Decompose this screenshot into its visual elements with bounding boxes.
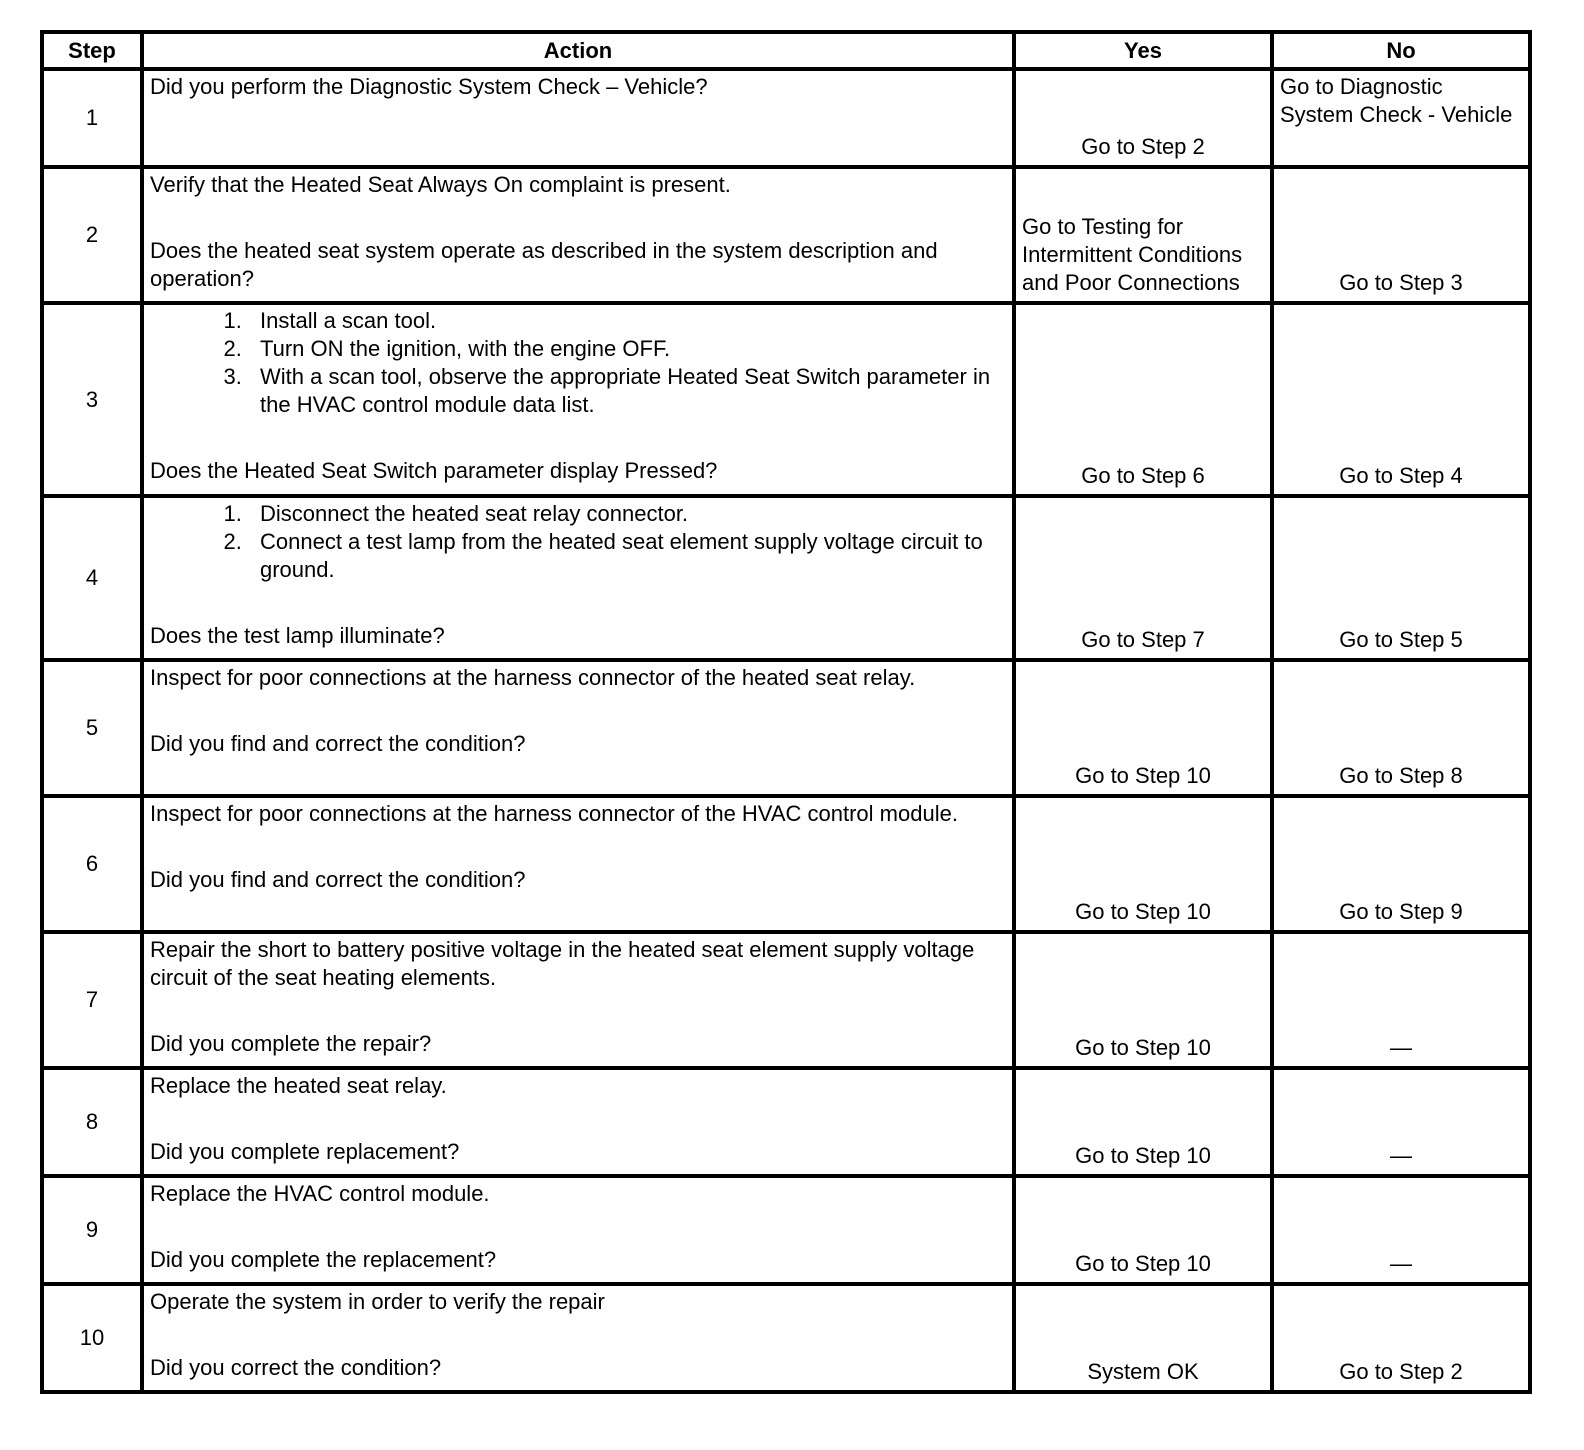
action-question: Does the heated seat system operate as described in the system description and operation?	[150, 238, 938, 291]
no-result: —	[1272, 1176, 1530, 1284]
no-result: Go to Step 8	[1272, 660, 1530, 796]
step-number: 2	[42, 167, 142, 303]
yes-result: Go to Step 10	[1014, 932, 1272, 1068]
action-cell	[142, 496, 1014, 660]
action-cell	[142, 303, 1014, 496]
header-row	[42, 32, 1530, 69]
no-result: Go to Diagnostic System Check - Vehicle	[1272, 69, 1530, 167]
action-cell	[142, 660, 1014, 796]
action-text: Repair the short to battery positive voltage in the heated seat element supply voltage circuit of the seat heating elements.	[150, 937, 975, 990]
step-number: 9	[42, 1176, 142, 1284]
yes-result: Go to Step 10	[1014, 1176, 1272, 1284]
action-question: Did you complete the repair?	[150, 1031, 432, 1056]
step-number: 7	[42, 932, 142, 1068]
yes-result: Go to Step 7	[1014, 496, 1272, 660]
step-number: 8	[42, 1068, 142, 1176]
action-question: Did you find and correct the condition?	[150, 867, 526, 892]
table-row	[42, 69, 1530, 167]
step-number: 1	[42, 69, 142, 167]
action-text: Operate the system in order to verify the repair	[150, 1289, 605, 1314]
action-cell	[142, 1068, 1014, 1176]
no-result: Go to Step 2	[1272, 1284, 1530, 1392]
yes-result: Go to Step 6	[1014, 303, 1272, 496]
action-question: Did you complete the replacement?	[150, 1247, 497, 1272]
action-steps	[150, 307, 1006, 419]
yes-result: Go to Step 10	[1014, 1068, 1272, 1176]
step-number: 10	[42, 1284, 142, 1392]
table-row	[42, 1284, 1530, 1392]
action-step-item: 1. Install a scan tool.	[248, 307, 1006, 335]
action-question: Does the test lamp illuminate?	[150, 623, 445, 648]
action-step-item: 2. Turn ON the ignition, with the engine OFF.	[248, 335, 1006, 363]
action-cell	[142, 796, 1014, 932]
no-result: Go to Step 4	[1272, 303, 1530, 496]
header-action: Action	[142, 32, 1014, 69]
yes-result: Go to Step 10	[1014, 796, 1272, 932]
action-text: Replace the heated seat relay.	[150, 1073, 447, 1098]
no-result: Go to Step 5	[1272, 496, 1530, 660]
header-step: Step	[42, 32, 142, 69]
action-cell	[142, 1284, 1014, 1392]
no-result: —	[1272, 1068, 1530, 1176]
action-question: Did you correct the condition?	[150, 1355, 442, 1380]
action-text: Inspect for poor connections at the harness connector of the HVAC control module.	[150, 801, 958, 826]
action-cell	[142, 167, 1014, 303]
step-number: 4	[42, 496, 142, 660]
no-result: Go to Step 3	[1272, 167, 1530, 303]
action-step-item: 3. With a scan tool, observe the appropriate Heated Seat Switch parameter in the HVAC control module data list.	[248, 363, 1006, 419]
action-text: Replace the HVAC control module.	[150, 1181, 490, 1206]
table-row	[42, 796, 1530, 932]
action-question: Did you complete replacement?	[150, 1139, 460, 1164]
step-number: 5	[42, 660, 142, 796]
action-cell	[142, 69, 1014, 167]
yes-result: Go to Testing for Intermittent Conditions and Poor Connections	[1014, 167, 1272, 303]
yes-result: Go to Step 10	[1014, 660, 1272, 796]
action-cell	[142, 1176, 1014, 1284]
action-text: Inspect for poor connections at the harness connector of the heated seat relay.	[150, 665, 916, 690]
action-steps	[150, 500, 1006, 584]
action-step-item: 1. Disconnect the heated seat relay connector.	[248, 500, 1006, 528]
table-row	[42, 660, 1530, 796]
action-question: Does the Heated Seat Switch parameter display Pressed?	[150, 458, 718, 483]
action-cell	[142, 932, 1014, 1068]
no-result: Go to Step 9	[1272, 796, 1530, 932]
table-row	[42, 932, 1530, 1068]
table-row	[42, 303, 1530, 496]
header-yes: Yes	[1014, 32, 1272, 69]
yes-result: Go to Step 2	[1014, 69, 1272, 167]
yes-result: System OK	[1014, 1284, 1272, 1392]
no-result: —	[1272, 932, 1530, 1068]
action-step-item: 2. Connect a test lamp from the heated seat element supply voltage circuit to ground.	[248, 528, 1006, 584]
table-row	[42, 1176, 1530, 1284]
action-text: Did you perform the Diagnostic System Check – Vehicle?	[150, 74, 708, 99]
header-no: No	[1272, 32, 1530, 69]
action-question: Did you find and correct the condition?	[150, 731, 526, 756]
table-row	[42, 1068, 1530, 1176]
action-text: Verify that the Heated Seat Always On complaint is present.	[150, 172, 731, 197]
table-row	[42, 167, 1530, 303]
table-row	[42, 496, 1530, 660]
step-number: 6	[42, 796, 142, 932]
step-number: 3	[42, 303, 142, 496]
diagnostic-table	[40, 30, 1532, 1394]
